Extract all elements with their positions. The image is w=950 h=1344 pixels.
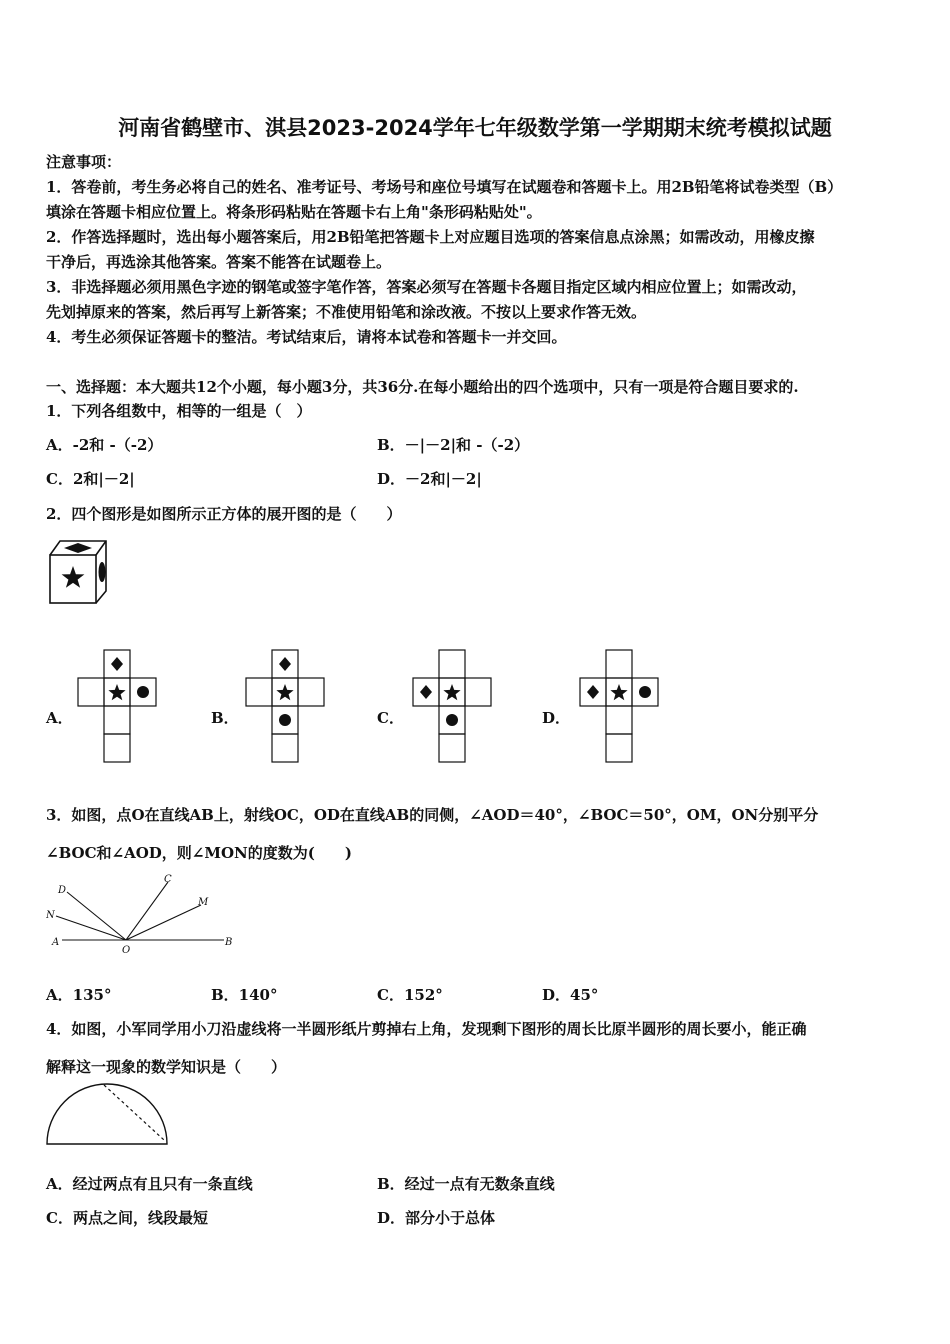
notice-line: 4．考生必须保证答题卡的整洁。考试结束后，请将本试卷和答题卡一并交回。 — [46, 328, 567, 346]
net-b — [244, 648, 329, 763]
q3-option-a: A．135° — [46, 986, 112, 1004]
net-d — [578, 648, 663, 763]
q2-option-b: B． — [211, 709, 239, 727]
question-2-stem: 2．四个图形是如图所示正方体的展开图的是（ ） — [46, 505, 402, 523]
question-4-stem-line1: 4．如图，小军同学用小刀沿虚线将一半圆形纸片剪掉右上角，发现剩下图形的周长比原半圆形的周长要小，能正确 — [46, 1020, 807, 1038]
notice-line: 3．非选择题必须用黑色字迹的钢笔或签字笔作答，答案必须写在答题卡各题目指定区域内相应位置上；如需改动， — [46, 278, 807, 296]
notice-heading: 注意事项： — [46, 153, 122, 171]
label-c: C — [164, 874, 172, 885]
label-o: O — [122, 945, 131, 956]
page-title: 河南省鹤壁市、淇县2023-2024学年七年级数学第一学期期末统考模拟试题 — [118, 116, 832, 140]
q1-option-a: A．-2和 -（-2） — [46, 436, 163, 454]
question-3-stem-line2: ∠BOC和∠AOD，则∠MON的度数为( ) — [46, 844, 352, 862]
angle-figure — [46, 870, 242, 960]
q4-option-a: A．经过两点有且只有一条直线 — [46, 1175, 253, 1193]
label-d: D — [58, 885, 67, 896]
star-icon — [62, 566, 85, 588]
circle-icon — [446, 714, 458, 726]
q4-option-b: B．经过一点有无数条直线 — [377, 1175, 555, 1193]
diamond-icon — [587, 685, 599, 699]
diamond-icon — [111, 657, 123, 671]
star-icon — [276, 684, 293, 700]
net-c — [411, 648, 496, 763]
question-1-stem: 1．下列各组数中，相等的一组是（ ） — [46, 402, 312, 420]
label-a: A — [52, 937, 60, 948]
notice-line: 干净后，再选涂其他答案。答案不能答在试题卷上。 — [46, 253, 392, 271]
star-icon — [443, 684, 460, 700]
net-a — [76, 648, 161, 763]
q4-option-d: D．部分小于总体 — [377, 1209, 496, 1227]
label-b: B — [225, 937, 233, 948]
q1-option-b: B．－|－2|和 -（-2） — [377, 436, 530, 454]
q3-option-d: D．45° — [542, 986, 599, 1004]
notice-line: 填涂在答题卡相应位置上。将条形码粘贴在答题卡右上角"条形码粘贴处"。 — [46, 203, 542, 221]
notice-line: 1．答卷前，考生务必将自己的姓名、准考证号、考场号和座位号填写在试题卷和答题卡上。用2B铅笔将试卷类型（B） — [46, 178, 843, 196]
circle-icon — [279, 714, 291, 726]
label-m: M — [198, 897, 209, 908]
semicircle-figure — [44, 1080, 170, 1148]
cube-figure — [46, 537, 108, 609]
circle-icon — [137, 686, 149, 698]
circle-icon — [639, 686, 651, 698]
q3-option-c: C．152° — [377, 986, 443, 1004]
q1-option-c: C．2和|－2| — [46, 470, 135, 488]
circle-icon — [99, 562, 106, 582]
q2-option-d: D． — [542, 709, 571, 727]
notice-line: 先划掉原来的答案，然后再写上新答案；不准使用铅笔和涂改液。不按以上要求作答无效。 — [46, 303, 647, 321]
diamond-icon — [279, 657, 291, 671]
question-4-stem-line2: 解释这一现象的数学知识是（ ） — [46, 1058, 287, 1076]
question-3-stem-line1: 3．如图，点O在直线AB上，射线OC，OD在直线AB的同侧，∠AOD＝40°，∠BOC＝50°，OM，ON分别平分 — [46, 806, 819, 824]
q4-option-c: C．两点之间，线段最短 — [46, 1209, 208, 1227]
label-n: N — [46, 910, 55, 921]
diamond-icon — [64, 543, 92, 553]
q3-option-b: B．140° — [211, 986, 278, 1004]
star-icon — [108, 684, 125, 700]
q2-option-a: A． — [46, 709, 73, 727]
star-icon — [610, 684, 627, 700]
diamond-icon — [420, 685, 432, 699]
section-heading: 一、选择题：本大题共12个小题，每小题3分，共36分.在每小题给出的四个选项中，只有一项是符合题目要求的. — [46, 378, 799, 396]
q2-option-c: C． — [377, 709, 404, 727]
notice-line: 2．作答选择题时，选出每小题答案后，用2B铅笔把答题卡上对应题目选项的答案信息点涂黑；如需改动，用橡皮擦 — [46, 228, 815, 246]
q1-option-d: D．－2和|－2| — [377, 470, 482, 488]
